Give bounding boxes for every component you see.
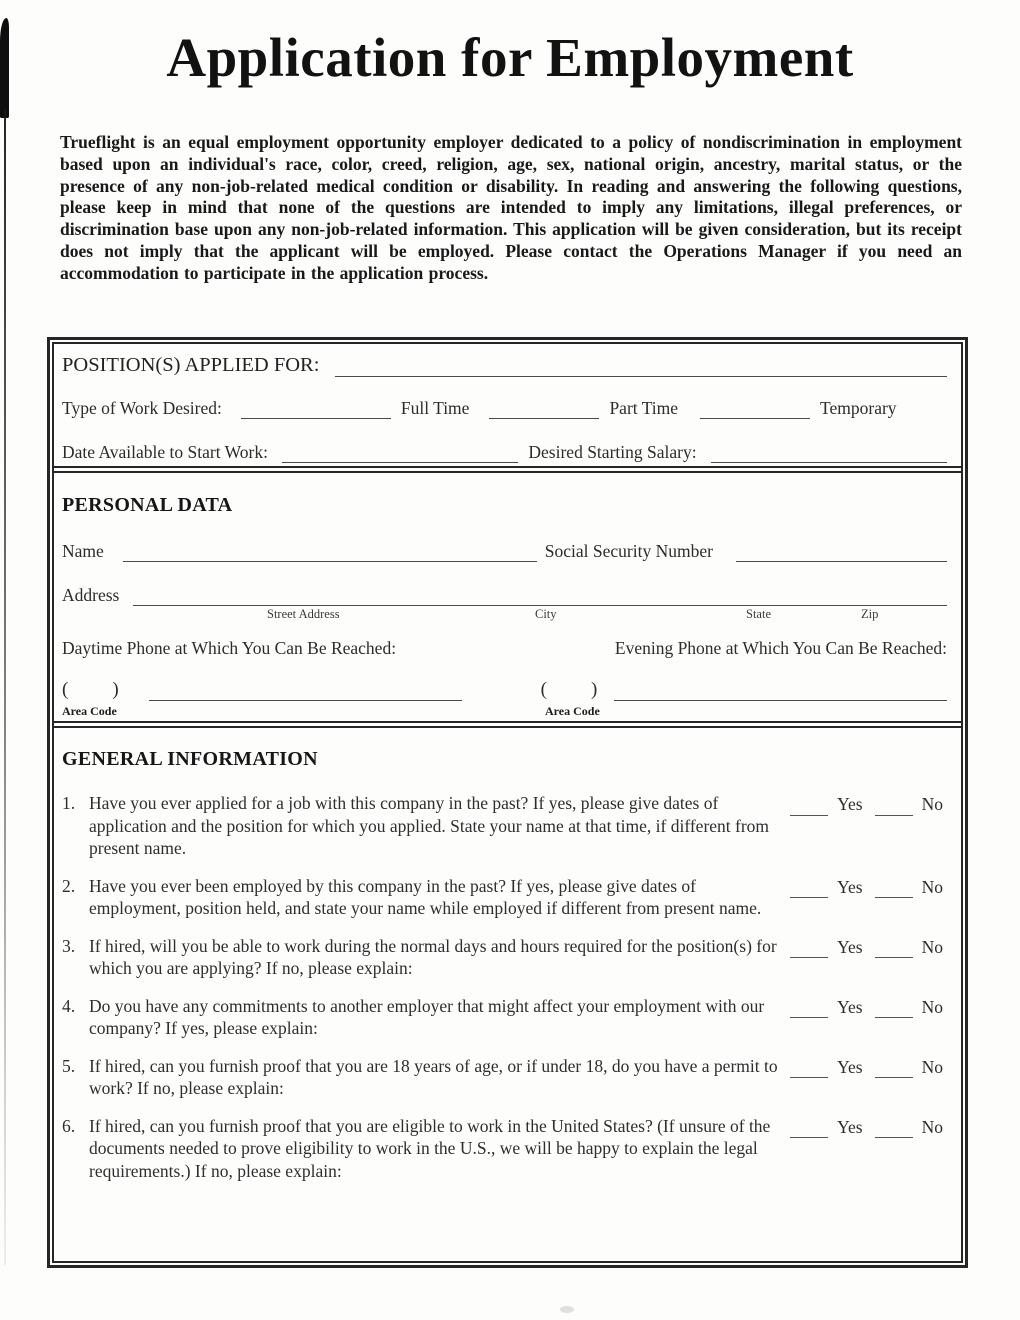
daytime-area-code-label: Area Code xyxy=(62,704,117,718)
name-label: Name xyxy=(62,541,104,561)
question-row-3 xyxy=(62,935,947,980)
question-row-5 xyxy=(62,1055,947,1100)
no-label: No xyxy=(921,1056,943,1077)
q5-yes-input-line[interactable] xyxy=(790,1062,828,1078)
question-text: If hired, can you furnish proof that you are eligible to work in the United States? (If unsure of the documents needed to prove eligibility to work in the U.S., we will be happy to explain the legal requirements.) If no, please explain: xyxy=(89,1115,771,1181)
question-number: 4. xyxy=(62,995,76,1016)
no-label: No xyxy=(921,876,943,897)
question-text: Have you ever been employed by this company in the past? If yes, please give dates of employment, position held, and state your name while employed if different from present name. xyxy=(89,875,762,918)
q2-yes-input-line[interactable] xyxy=(790,882,828,898)
question-row-6 xyxy=(62,1115,947,1183)
yes-label: Yes xyxy=(837,1116,863,1137)
scan-smudge xyxy=(560,1306,574,1313)
full-time-label: Full Time xyxy=(400,398,470,418)
q3-no-input-line[interactable] xyxy=(875,942,913,958)
section-divider xyxy=(54,721,961,728)
address-input-line[interactable] xyxy=(133,589,947,606)
section-divider xyxy=(54,466,961,473)
q4-no-input-line[interactable] xyxy=(875,1002,913,1018)
desired-salary-label: Desired Starting Salary: xyxy=(528,442,697,462)
q6-no-input-line[interactable] xyxy=(875,1122,913,1138)
evening-phone-label: Evening Phone at Which You Can Be Reached: xyxy=(614,638,947,658)
name-input-line[interactable] xyxy=(123,545,537,562)
question-row-4 xyxy=(62,995,947,1040)
q2-no-input-line[interactable] xyxy=(875,882,913,898)
q5-no-input-line[interactable] xyxy=(875,1062,913,1078)
question-row-1 xyxy=(62,792,947,860)
question-number: 1. xyxy=(62,793,76,813)
no-label: No xyxy=(921,936,943,957)
street-address-sublabel: Street Address xyxy=(267,607,340,621)
q6-yes-input-line[interactable] xyxy=(790,1122,828,1138)
address-label: Address xyxy=(62,585,120,605)
evening-area-code-label: Area Code xyxy=(545,704,600,718)
yes-label: Yes xyxy=(837,794,863,814)
question-number: 3. xyxy=(62,935,76,956)
yes-label: Yes xyxy=(837,936,863,957)
positions-applied-label: POSITION(S) APPLIED FOR: xyxy=(62,354,320,376)
question-number: 2. xyxy=(62,875,76,896)
application-form-inner-border xyxy=(52,342,963,1263)
q1-no-input-line[interactable] xyxy=(875,800,913,816)
scan-edge-line xyxy=(4,110,6,1265)
desired-salary-input-line[interactable] xyxy=(711,446,947,463)
date-available-label: Date Available to Start Work: xyxy=(62,442,268,462)
type-of-work-label: Type of Work Desired: xyxy=(62,398,222,418)
state-sublabel: State xyxy=(746,607,771,621)
question-row-2 xyxy=(62,875,947,920)
daytime-phone-input-line[interactable] xyxy=(149,684,462,701)
ssn-label: Social Security Number xyxy=(544,541,713,561)
daytime-phone-label: Daytime Phone at Which You Can Be Reached: xyxy=(62,638,397,658)
city-sublabel: City xyxy=(535,607,557,621)
no-label: No xyxy=(921,1116,943,1137)
positions-applied-input-line[interactable] xyxy=(335,358,947,377)
temporary-label: Temporary xyxy=(820,398,897,418)
date-available-input-line[interactable] xyxy=(282,446,518,463)
q1-yes-input-line[interactable] xyxy=(790,800,828,816)
section-position-applied xyxy=(54,344,961,466)
personal-data-heading: PERSONAL DATA xyxy=(62,494,233,516)
no-label: No xyxy=(921,794,943,814)
yes-label: Yes xyxy=(837,1056,863,1077)
daytime-area-code-close-paren: ) xyxy=(112,679,119,700)
evening-area-code-open-paren: ( xyxy=(540,679,547,700)
general-information-heading: GENERAL INFORMATION xyxy=(62,748,318,770)
question-number: 5. xyxy=(62,1055,76,1076)
part-time-label: Part Time xyxy=(609,398,679,418)
page-title: Application for Employment xyxy=(166,27,854,88)
q3-yes-input-line[interactable] xyxy=(790,942,828,958)
question-text: If hired, can you furnish proof that you are 18 years of age, or if under 18, do you have a permit to work? If no, please explain: xyxy=(89,1055,778,1098)
evening-phone-input-line[interactable] xyxy=(614,684,947,701)
question-text: Do you have any commitments to another employer that might affect your employment with our company? If yes, please explain: xyxy=(89,995,765,1038)
address-sublabels xyxy=(62,606,947,623)
full-time-input-line[interactable] xyxy=(241,402,391,419)
temporary-input-line[interactable] xyxy=(700,402,810,419)
question-text: Have you ever applied for a job with this company in the past? If yes, please give dates of application and the position for which you applied. State your name at that time, if different from present name. xyxy=(89,793,770,858)
question-text: If hired, will you be able to work during the normal days and hours required for the position(s) for which you are applying? If no, please explain: xyxy=(89,935,777,978)
section-personal-data xyxy=(54,473,961,721)
q4-yes-input-line[interactable] xyxy=(790,1002,828,1018)
yes-label: Yes xyxy=(837,876,863,897)
ssn-input-line[interactable] xyxy=(736,545,947,562)
application-form-box xyxy=(47,337,968,1268)
no-label: No xyxy=(921,996,943,1017)
daytime-area-code-open-paren: ( xyxy=(62,679,69,700)
zip-sublabel: Zip xyxy=(861,607,879,621)
evening-area-code-close-paren: ) xyxy=(590,679,598,700)
eeo-statement: Trueflight is an equal employment opportunity employer dedicated to a policy of nondiscrimination in employment based upon an individual's race, color, creed, religion, age, sex, national origin, ancestry, marital status, or the presence of any non-job-related medical condition or disability. In reading and answering the following questions, please keep in mind that none of the questions are intended to imply any limitations, illegal preferences, or discrimination base upon any non-job-related information. This application will be given consideration, but its receipt does not imply that the applicant will be employed. Please contact the Operations Manager if you need an accommodation to participate in the application process. xyxy=(60,132,962,283)
section-general-information xyxy=(54,728,961,1261)
yes-label: Yes xyxy=(837,996,863,1017)
part-time-input-line[interactable] xyxy=(489,402,599,419)
question-number: 6. xyxy=(62,1115,76,1136)
